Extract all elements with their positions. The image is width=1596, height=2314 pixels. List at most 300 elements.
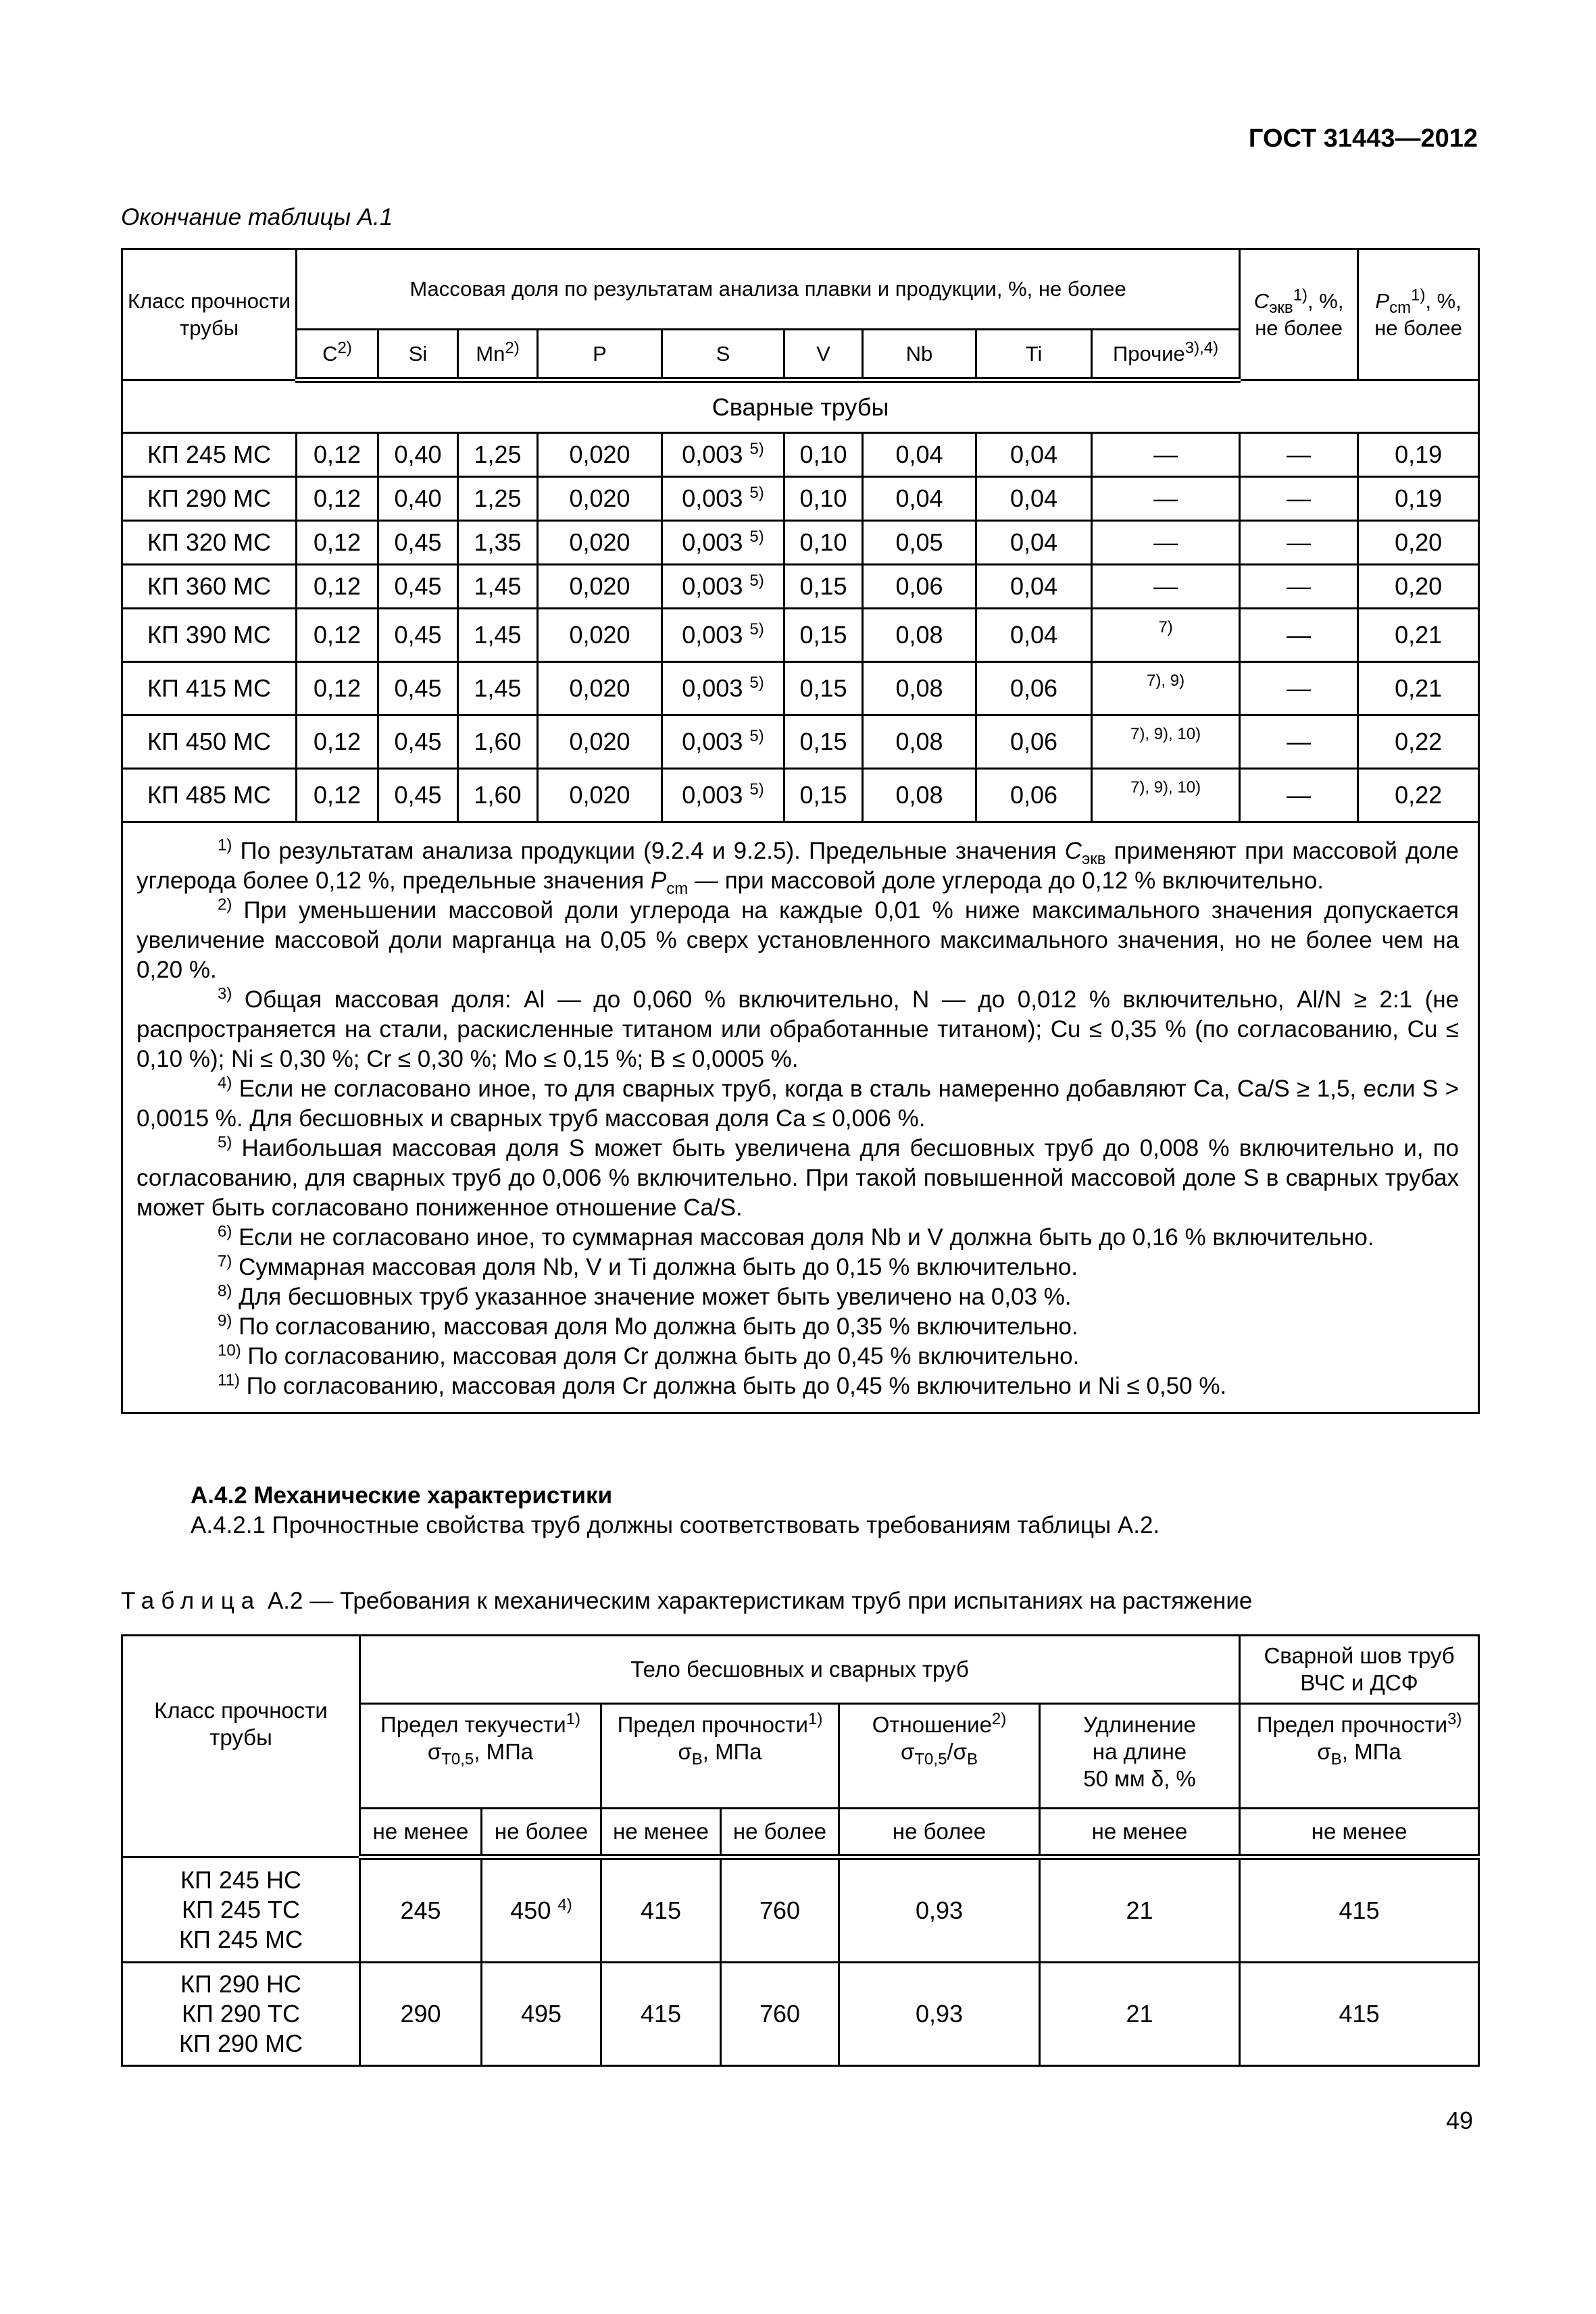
table-row [122, 1963, 1479, 2066]
cell-si [378, 521, 458, 565]
table-row [122, 1857, 1479, 1963]
cell-s [662, 521, 784, 565]
cell-value: 0,45 [394, 572, 442, 600]
cell-value: 0,21 [1395, 621, 1443, 649]
cell-value: 0,12 [313, 528, 361, 556]
cell-value: 760 [759, 2000, 801, 2028]
cell-s [662, 662, 784, 715]
cell-pcm [1358, 769, 1479, 822]
footnote-text: По результатам анализа продукции (9.2.4 и 9.2.5). Предельные значения [232, 838, 1065, 864]
footnote-ref: 5) [749, 674, 764, 692]
cell-v [784, 769, 863, 822]
footnote-number: 10) [218, 1341, 241, 1360]
cell-weld_ts [1240, 1963, 1479, 2066]
cell-elong [1040, 1857, 1240, 1963]
footnote-number: 9) [218, 1311, 232, 1330]
cell-value: — [1153, 484, 1178, 512]
cell-s [662, 609, 784, 662]
cell-cls [122, 715, 297, 769]
cell-value: 0,20 [1395, 572, 1443, 600]
cell-weld_ts [1240, 1857, 1479, 1963]
cell-value: 1,25 [474, 484, 522, 512]
cell-value: 0,12 [313, 441, 361, 468]
cell-nb [863, 433, 976, 477]
footnote-text: Для бесшовных труб указанное значение может быть увеличено на 0,03 %. [232, 1284, 1072, 1310]
cell-v [784, 565, 863, 609]
cell-value: — [1153, 572, 1178, 600]
cell-value: 0,06 [895, 572, 943, 600]
footnote-ref: 2) [505, 338, 520, 357]
cell-value: 0,05 [895, 528, 943, 556]
cell-p [538, 565, 662, 609]
element-symbol: Nb [905, 341, 933, 366]
cell-nb [863, 477, 976, 521]
footnote-ref: 5) [749, 780, 764, 799]
cell-value: 0,45 [394, 781, 442, 809]
cell-nb [863, 715, 976, 769]
cell-c [297, 521, 378, 565]
cell-value: 0,06 [1009, 781, 1058, 809]
table-row [122, 565, 1479, 609]
footnote [136, 985, 1459, 1074]
document-code: ГОСТ 31443—2012 [1248, 124, 1478, 153]
cell-value: 0,003 [682, 484, 743, 512]
element-symbol: Mn [476, 341, 505, 366]
cell-pcm [1358, 433, 1479, 477]
element-symbol: P [593, 341, 607, 366]
table-a2-mechanical-properties [121, 1634, 1480, 2067]
group-label: Сварные трубы [122, 380, 1479, 433]
cell-cls [122, 609, 297, 662]
cell-value: 0,08 [895, 621, 943, 649]
footnote-number: 1) [218, 836, 232, 855]
cell-value: 0,04 [1009, 621, 1058, 649]
header-limit: не более [482, 1809, 601, 1857]
cell-classes [122, 1857, 360, 1963]
header-pcm: $P_{cm}^{1)}$, %, не более [1358, 249, 1479, 380]
cell-value: — [1287, 484, 1312, 512]
cell-yield_max [482, 1857, 601, 1963]
cell-other [1092, 433, 1240, 477]
header-element [662, 330, 784, 380]
cell-ceq [1240, 609, 1358, 662]
cell-ts_max [721, 1857, 839, 1963]
cell-value: КП 245 МС [147, 441, 271, 468]
page-number: 49 [1446, 2107, 1474, 2134]
cell-value: — [1287, 781, 1312, 809]
cell-pcm [1358, 662, 1479, 715]
cell-s [662, 477, 784, 521]
cell-value: 0,020 [569, 572, 630, 600]
cell-value: 0,003 [682, 621, 743, 649]
cell-ceq [1240, 662, 1358, 715]
cell-value: 0,19 [1395, 441, 1443, 468]
cell-value: 0,15 [799, 674, 847, 702]
cell-value: 1,45 [474, 674, 522, 702]
element-symbol: S [716, 341, 730, 366]
header-class: Класс прочности трубы [122, 1636, 360, 1857]
element-symbol: C [322, 341, 338, 366]
table-a2-caption: Таблица А.2 — Требования к механическим характеристикам труб при испытаниях на растяжение [121, 1588, 1253, 1614]
cell-value: 1,45 [474, 621, 522, 649]
symbol-subscript: cm [666, 880, 689, 898]
footnote [136, 1134, 1459, 1223]
footnote [136, 896, 1459, 985]
cell-nb [863, 769, 976, 822]
cell-p [538, 769, 662, 822]
cell-value: 0,020 [569, 781, 630, 809]
footnote-text: Наибольшая массовая доля S может быть увеличена для бесшовных труб до 0,008 % включительно и, по согласованию, для сварных труб до 0,006 % включительно. При такой повышенной массовой доле S в сварных трубах может быть согласовано пониженное отношение Ca/S. [136, 1135, 1460, 1221]
footnote-number: 4) [218, 1074, 232, 1092]
footnote-ref: 7), 9) [1147, 672, 1185, 690]
cell-other [1092, 609, 1240, 662]
cell-value: 415 [1339, 1896, 1380, 1924]
cell-value: — [1153, 441, 1178, 468]
cell-value: 0,12 [313, 621, 361, 649]
cell-value: КП 485 МС [147, 781, 271, 809]
cell-ti [976, 769, 1092, 822]
header-limit: не менее [360, 1809, 482, 1857]
footnote-number: 8) [218, 1282, 232, 1301]
cell-ti [976, 433, 1092, 477]
footnote [136, 1223, 1459, 1253]
cell-value: 0,12 [313, 572, 361, 600]
cell-value: — [1153, 528, 1178, 556]
class-name: КП 290 МС [179, 2030, 303, 2057]
cell-value: КП 320 МС [147, 528, 271, 556]
cell-value: 0,15 [799, 572, 847, 600]
cell-value: КП 360 МС [147, 572, 271, 600]
class-name: КП 290 НС [180, 1970, 301, 1998]
table-continuation-title: Окончание таблицы А.1 [121, 204, 393, 230]
cell-ceq [1240, 715, 1358, 769]
footnote-ref: 5) [749, 727, 764, 745]
element-symbol: V [816, 341, 830, 366]
footnote-ref: 5) [749, 484, 764, 502]
cell-ceq [1240, 769, 1358, 822]
cell-value: 450 [510, 1896, 551, 1924]
section-title: А.4.2 Механические характеристики [191, 1482, 613, 1509]
cell-value: — [1287, 441, 1312, 468]
cell-value: 0,003 [682, 674, 743, 702]
cell-c [297, 609, 378, 662]
cell-mn [458, 477, 538, 521]
cell-ti [976, 609, 1092, 662]
footnote-ref: 7), 9), 10) [1130, 778, 1201, 797]
cell-value: 1,35 [474, 528, 522, 556]
cell-value: — [1287, 728, 1312, 755]
cell-value: 0,08 [895, 674, 943, 702]
cell-si [378, 715, 458, 769]
cell-v [784, 433, 863, 477]
cell-value: 0,020 [569, 621, 630, 649]
cell-value: 290 [400, 2000, 441, 2028]
cell-nb [863, 565, 976, 609]
cell-value: 0,93 [915, 2000, 964, 2028]
footnote-ref: 7), 9), 10) [1130, 725, 1201, 743]
header-element [863, 330, 976, 380]
cell-s [662, 715, 784, 769]
cell-value: 245 [400, 1896, 441, 1924]
header-ceq: $C_{экв}^{1)}$, %, не более [1240, 249, 1358, 380]
cell-pcm [1358, 715, 1479, 769]
header-mass-fraction: Массовая доля по результатам анализа плавки и продукции, %, не более [297, 249, 1240, 330]
cell-c [297, 715, 378, 769]
section-paragraph: А.4.2.1 Прочностные свойства труб должны соответствовать требованиям таблицы А.2. [191, 1512, 1160, 1538]
cell-si [378, 565, 458, 609]
cell-value: 0,04 [895, 441, 943, 468]
header-class: Класс прочности трубы [122, 249, 297, 380]
footnotes [122, 822, 1479, 1413]
cell-ts_max [721, 1963, 839, 2066]
cell-s [662, 769, 784, 822]
cell-value: 0,06 [1009, 674, 1058, 702]
cell-value: 0,08 [895, 728, 943, 755]
footnote-text: При уменьшении массовой доли углерода на каждые 0,01 % ниже максимального значения допускается увеличение массовой доли марганца на 0,05 % сверх установленного максимального значения, но не более чем на 0,20 %. [136, 897, 1460, 983]
cell-value: 21 [1126, 1896, 1153, 1924]
footnote-text: По согласованию, массовая доля Mo должна быть до 0,35 % включительно. [232, 1313, 1078, 1340]
cell-value: 0,93 [915, 1896, 964, 1924]
cell-value: 0,15 [799, 728, 847, 755]
cell-value: КП 390 МС [147, 621, 271, 649]
class-name: КП 245 МС [179, 1925, 303, 1953]
footnote [136, 1312, 1459, 1342]
cell-c [297, 433, 378, 477]
footnote-ref: 5) [749, 620, 764, 638]
cell-value: 0,020 [569, 728, 630, 755]
element-symbol: Si [408, 341, 428, 366]
cell-pcm [1358, 609, 1479, 662]
cell-mn [458, 521, 538, 565]
cell-value: 415 [640, 1896, 682, 1924]
footnote-number: 3) [218, 984, 232, 1003]
cell-si [378, 769, 458, 822]
cell-value: 0,21 [1395, 674, 1443, 702]
cell-other [1092, 521, 1240, 565]
cell-value: 0,003 [682, 572, 743, 600]
header-tensile: Предел прочности$^{1)}$ $\sigma_В$, МПа [601, 1704, 839, 1809]
cell-value: 1,25 [474, 441, 522, 468]
cell-ti [976, 715, 1092, 769]
cell-value: 0,08 [895, 781, 943, 809]
cell-cls [122, 477, 297, 521]
table-a1-chemical-composition [121, 248, 1480, 1414]
element-symbol: Ti [1025, 341, 1043, 366]
cell-yield_min [360, 1857, 482, 1963]
header-weld-tensile: Предел прочности$^{3)}$ $\sigma_В$, МПа [1240, 1704, 1479, 1809]
cell-v [784, 715, 863, 769]
cell-value: 21 [1126, 2000, 1153, 2028]
header-limit: не более [839, 1809, 1040, 1857]
header-limit: не менее [601, 1809, 721, 1857]
table-row [122, 477, 1479, 521]
cell-value: 0,003 [682, 781, 743, 809]
cell-value: КП 450 МС [147, 728, 271, 755]
cell-ceq [1240, 433, 1358, 477]
cell-value: 0,45 [394, 674, 442, 702]
header-weld-group: Сварной шов труб ВЧС и ДСФ [1240, 1636, 1479, 1704]
cell-mn [458, 433, 538, 477]
header-element [297, 330, 378, 380]
cell-value: 0,40 [394, 484, 442, 512]
cell-value: 0,020 [569, 441, 630, 468]
cell-v [784, 477, 863, 521]
footnote-ref: 5) [749, 572, 764, 590]
cell-value: 0,003 [682, 441, 743, 468]
cell-mn [458, 662, 538, 715]
table-row [122, 433, 1479, 477]
cell-value: 415 [640, 2000, 682, 2028]
header-element [378, 330, 458, 380]
cell-c [297, 477, 378, 521]
cell-value: 0,12 [313, 484, 361, 512]
cell-value: 0,10 [799, 484, 847, 512]
cell-p [538, 715, 662, 769]
cell-si [378, 662, 458, 715]
cell-value: КП 290 МС [147, 484, 271, 512]
table-row [122, 715, 1479, 769]
cell-c [297, 565, 378, 609]
footnote-ref: 4) [557, 1896, 572, 1914]
class-name: КП 290 ТС [182, 2000, 300, 2028]
cell-value: 1,45 [474, 572, 522, 600]
cell-c [297, 662, 378, 715]
cell-si [378, 609, 458, 662]
cell-nb [863, 662, 976, 715]
cell-pcm [1358, 521, 1479, 565]
cell-value: 0,45 [394, 728, 442, 755]
cell-ratio [839, 1963, 1040, 2066]
header-element [784, 330, 863, 380]
footnote-text: применяют при массовой доле углерода более 0,12 %, предельные значения [136, 838, 1460, 894]
cell-mn [458, 715, 538, 769]
cell-ts_min [601, 1857, 721, 1963]
footnote-ref: 5) [749, 440, 764, 458]
footnote-text: По согласованию, массовая доля Cr должна быть до 0,45 % включительно и Ni ≤ 0,50 %. [239, 1373, 1227, 1399]
cell-mn [458, 565, 538, 609]
footnote-text: Если не согласовано иное, то суммарная массовая доля Nb и V должна быть до 0,16 % включительно. [232, 1224, 1374, 1251]
cell-value: 0,15 [799, 621, 847, 649]
cell-value: — [1287, 674, 1312, 702]
cell-other [1092, 565, 1240, 609]
cell-value: — [1287, 621, 1312, 649]
cell-value: 495 [520, 2000, 562, 2028]
footnote-number: 7) [218, 1252, 232, 1271]
cell-classes [122, 1963, 360, 2066]
cell-p [538, 609, 662, 662]
footnote-text: Если не согласовано иное, то для сварных труб, когда в сталь намеренно добавляют Ca, Ca/S ≥ 1,5, если S > 0,0015 %. Для бесшовных и сварных труб массовая доля Ca ≤ 0,006 %. [136, 1076, 1460, 1132]
cell-yield_min [360, 1963, 482, 2066]
cell-value: 0,10 [799, 528, 847, 556]
footnote [136, 1372, 1459, 1401]
footnote-ref: 2) [337, 338, 352, 357]
footnote [136, 1074, 1459, 1134]
cell-cls [122, 521, 297, 565]
cell-value: 0,04 [1009, 528, 1058, 556]
element-symbol: Прочие [1112, 341, 1185, 366]
cell-value: КП 415 МС [147, 674, 271, 702]
footnote-number: 2) [218, 895, 232, 914]
cell-ceq [1240, 565, 1358, 609]
cell-nb [863, 521, 976, 565]
header-ratio: Отношение$^{2)}$ $\sigma_{T0,5}/\sigma_В$ [839, 1704, 1040, 1809]
table-row [122, 769, 1479, 822]
footnote-text: Суммарная массовая доля Nb, V и Ti должна быть до 0,15 % включительно. [232, 1254, 1078, 1280]
footnote-number: 6) [218, 1222, 232, 1241]
cell-mn [458, 609, 538, 662]
cell-value: 760 [759, 1896, 801, 1924]
cell-cls [122, 662, 297, 715]
cell-value: — [1287, 528, 1312, 556]
header-element [538, 330, 662, 380]
symbol: P [650, 867, 667, 894]
cell-value: 0,020 [569, 528, 630, 556]
cell-other [1092, 477, 1240, 521]
cell-value: 0,22 [1395, 781, 1443, 809]
cell-value: 0,04 [1009, 572, 1058, 600]
table-row [122, 662, 1479, 715]
footnote-ref: 7) [1158, 618, 1173, 636]
cell-value: 0,45 [394, 528, 442, 556]
footnote-number: 5) [218, 1133, 232, 1152]
header-elongation: Удлинение на длине 50 мм δ, % [1040, 1704, 1240, 1809]
header-element [1092, 330, 1240, 380]
cell-value: 1,60 [474, 781, 522, 809]
cell-si [378, 433, 458, 477]
footnote [136, 1253, 1459, 1282]
footnote [136, 836, 1459, 896]
footnote [136, 1342, 1459, 1372]
cell-value: 0,020 [569, 674, 630, 702]
cell-cls [122, 769, 297, 822]
cell-ceq [1240, 521, 1358, 565]
table-row [122, 521, 1479, 565]
cell-value: 0,12 [313, 674, 361, 702]
class-name: КП 245 НС [180, 1865, 301, 1894]
cell-value: 0,003 [682, 728, 743, 755]
cell-p [538, 433, 662, 477]
cell-other [1092, 769, 1240, 822]
table-row [122, 609, 1479, 662]
class-name: КП 245 ТС [182, 1895, 300, 1923]
cell-ti [976, 477, 1092, 521]
header-body-group: Тело бесшовных и сварных труб [360, 1636, 1240, 1704]
cell-cls [122, 565, 297, 609]
cell-value: 0,04 [1009, 484, 1058, 512]
cell-value: 0,003 [682, 528, 743, 556]
footnote-ref: 5) [749, 528, 764, 546]
cell-value: 0,20 [1395, 528, 1443, 556]
footnote-ref: 3),4) [1184, 338, 1219, 357]
cell-si [378, 477, 458, 521]
cell-value: 1,60 [474, 728, 522, 755]
cell-value: — [1287, 572, 1312, 600]
cell-other [1092, 662, 1240, 715]
cell-yield_max [482, 1963, 601, 2066]
cell-ts_min [601, 1963, 721, 2066]
cell-s [662, 565, 784, 609]
cell-p [538, 521, 662, 565]
cell-v [784, 662, 863, 715]
cell-value: 0,06 [1009, 728, 1058, 755]
header-element [458, 330, 538, 380]
cell-pcm [1358, 565, 1479, 609]
cell-value: 0,12 [313, 728, 361, 755]
cell-value: 0,020 [569, 484, 630, 512]
cell-value: 0,10 [799, 441, 847, 468]
footnote-number: 11) [218, 1371, 240, 1390]
cell-c [297, 769, 378, 822]
